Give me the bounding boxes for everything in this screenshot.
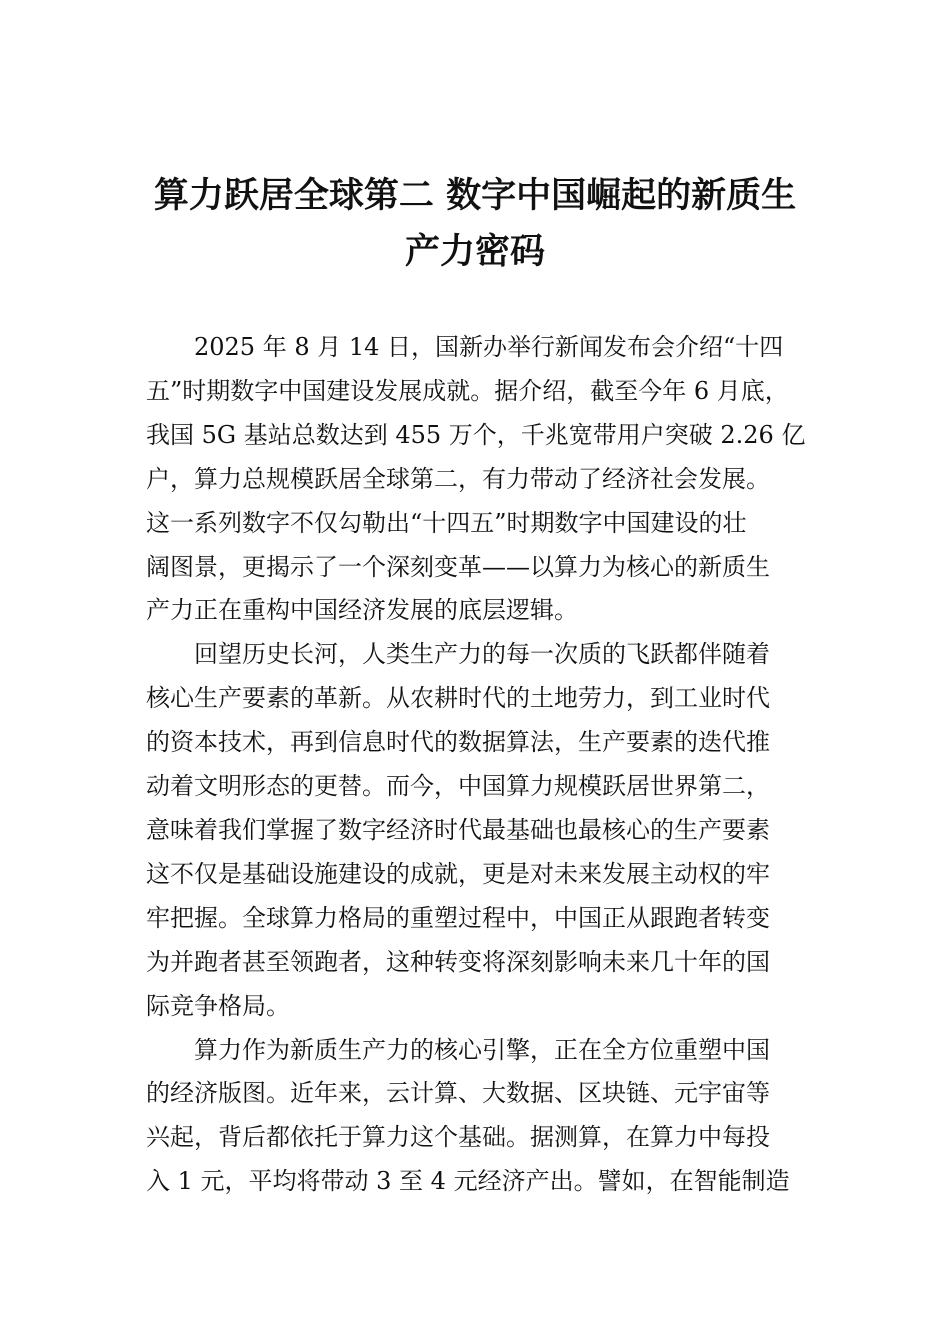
paragraph-line: 动着文明形态的更替。而今，中国算力规模跃居世界第二， bbox=[146, 772, 770, 801]
paragraph-line: 这不仅是基础设施建设的成就，更是对未来发展主动权的牢 bbox=[146, 859, 770, 888]
paragraph-1 bbox=[146, 326, 810, 633]
paragraph-line: 我国 5G 基站总数达到 455 万个，千兆宽带用户突破 2.26 亿 bbox=[146, 420, 806, 449]
paragraph-line: 入 1 元，平均将带动 3 至 4 元经济产出。譬如，在智能制造 bbox=[146, 1167, 790, 1196]
paragraph-line: 的资本技术，再到信息时代的数据算法，生产要素的迭代推 bbox=[146, 728, 770, 757]
paragraph-line: 五”时期数字中国建设发展成就。据介绍，截至今年 6 月底， bbox=[146, 376, 789, 405]
paragraph-line: 的经济版图。近年来，云计算、大数据、区块链、元宇宙等 bbox=[146, 1079, 770, 1108]
paragraph-line: 阔图景，更揭示了一个深刻变革——以算力为核心的新质生 bbox=[146, 552, 770, 581]
title-line: 产力密码 bbox=[404, 231, 545, 272]
document-title bbox=[140, 168, 810, 280]
paragraph-line: 回望历史长河，人类生产力的每一次质的飞跃都伴随着 bbox=[194, 640, 770, 669]
paragraph-2 bbox=[146, 633, 810, 1028]
paragraph-line: 为并跑者甚至领跑者，这种转变将深刻影响未来几十年的国 bbox=[146, 947, 770, 976]
paragraph-line: 产力正在重构中国经济发展的底层逻辑。 bbox=[146, 596, 578, 625]
paragraph-line: 际竞争格局。 bbox=[146, 991, 290, 1020]
paragraph-line: 意味着我们掌握了数字经济时代最基础也最核心的生产要素 bbox=[146, 815, 770, 844]
paragraph-3 bbox=[146, 1029, 810, 1205]
document-body bbox=[146, 326, 810, 1204]
paragraph-line: 这一系列数字不仅勾勒出“十四五”时期数字中国建设的壮 bbox=[146, 508, 747, 537]
paragraph-line: 兴起，背后都依托于算力这个基础。据测算，在算力中每投 bbox=[146, 1123, 770, 1152]
paragraph-line: 牢把握。全球算力格局的重塑过程中，中国正从跟跑者转变 bbox=[146, 903, 770, 932]
paragraph-line: 户，算力总规模跃居全球第二，有力带动了经济社会发展。 bbox=[146, 464, 770, 493]
paragraph-line: 核心生产要素的革新。从农耕时代的土地劳力，到工业时代 bbox=[146, 684, 770, 713]
paragraph-line: 2025 年 8 月 14 日，国新办举行新闻发布会介绍“十四 bbox=[194, 333, 784, 361]
paragraph-line: 算力作为新质生产力的核心引擎，正在全方位重塑中国 bbox=[194, 1035, 770, 1064]
title-line: 算力跃居全球第二 数字中国崛起的新质生 bbox=[153, 175, 797, 216]
